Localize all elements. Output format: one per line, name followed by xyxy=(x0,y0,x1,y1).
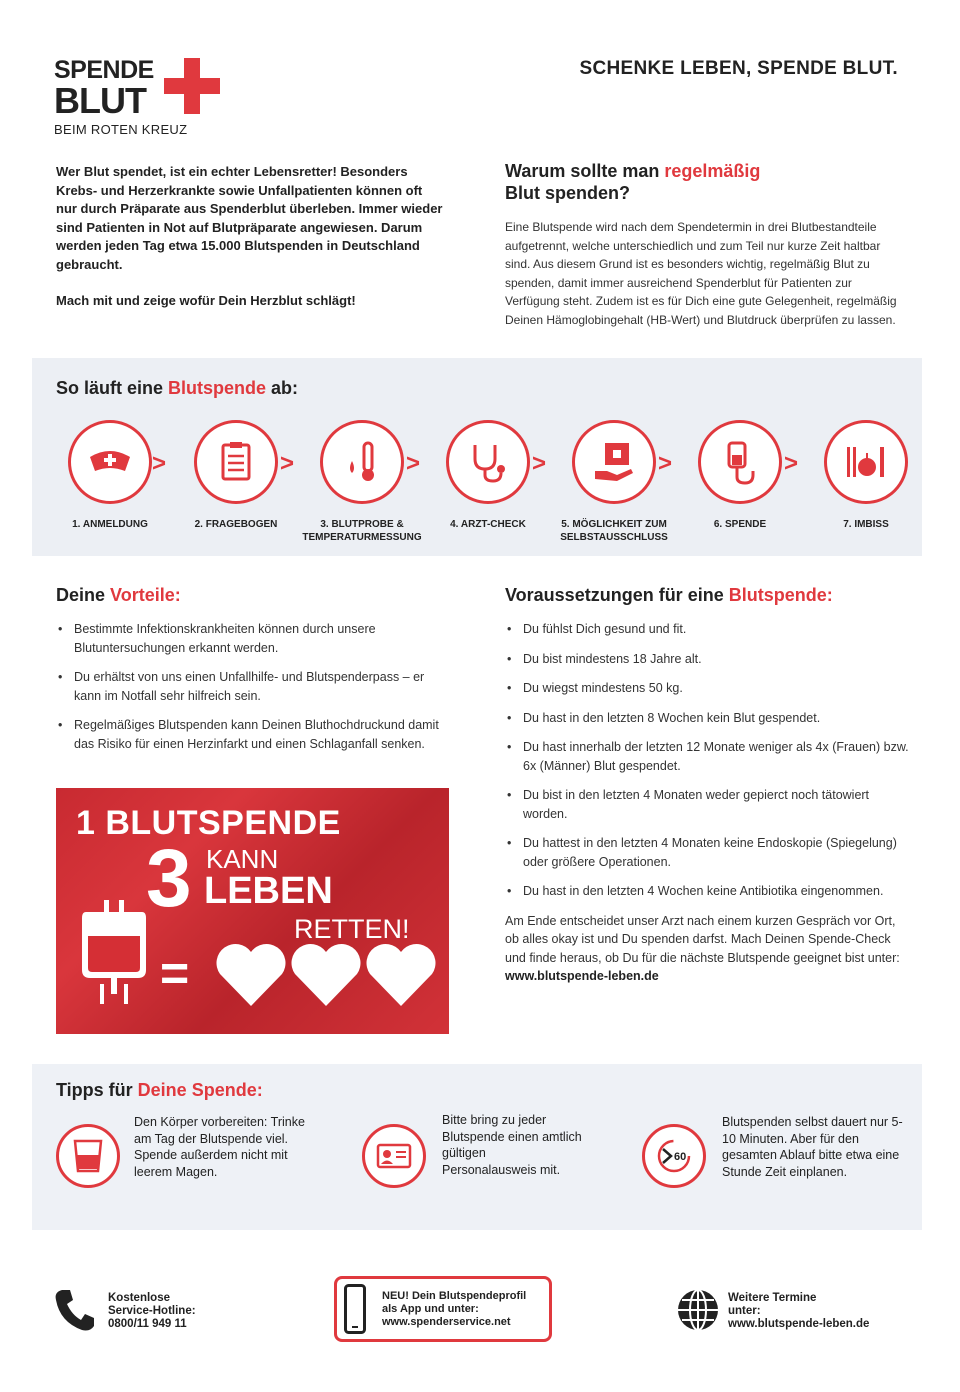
stethoscope-icon xyxy=(446,420,530,504)
water-glass-icon xyxy=(56,1124,120,1188)
spenderservice-link[interactable]: www.spenderservice.net xyxy=(382,1316,511,1328)
tipp-text: Den Körper vorbereiten: Trinke am Tag der Blutspende viel. Spende außerdem nicht mit leerem Magen. xyxy=(134,1115,305,1179)
poster-line1: 1 BLUTSPENDE xyxy=(76,804,341,842)
cutlery-apple-icon xyxy=(824,420,908,504)
termine-block xyxy=(728,1292,918,1331)
blutspende-leben-link[interactable]: www.blutspende-leben.de xyxy=(505,969,659,983)
list-item: • Du erhältst von uns einen Unfallhilfe- und Blutspenderpass – er kann im Notfall sehr hilfreich sein. xyxy=(56,668,446,705)
step-label: 1. ANMELDUNG xyxy=(72,519,148,530)
why-body: Eine Blutspende wird nach dem Spendetermin in drei Blutbestandteile aufgetrennt, welche unterschiedlich und zum Teil nur kurze Zeit haltbar sind. Aus diesem Grund ist es besonders wichtig, regelmäßig Blut zu spenden, damit immer ausreichend Spenderblut für Patienten zur Verfügung steht. Zudem ist es für Dich eine gute Gelegenheit, regelmäßig Deinen Hämoglobingehalt (HB-Wert) und Blutdruck überprüfen zu lassen. xyxy=(505,220,897,327)
chevron-right-icon: > xyxy=(280,450,295,477)
step-label: 2. FRAGEBOGEN xyxy=(194,519,278,530)
voraussetzungen-section xyxy=(505,585,910,986)
process-heading: So läuft eine Blutspende ab: xyxy=(56,378,299,398)
logo-line-spende: SPENDE xyxy=(54,56,154,84)
thermometer-icon xyxy=(320,420,404,504)
intro-call-to-action: Mach mit und zeige wofür Dein Herzblut schlägt! xyxy=(56,293,356,308)
list-item: • Du bist mindestens 18 Jahre alt. xyxy=(505,650,910,669)
blood-bag-icon xyxy=(698,420,782,504)
vorteile-list xyxy=(56,620,446,753)
step-label: 5. MÖGLICHKEIT ZUM SELBSTAUSSCHLUSS xyxy=(560,519,668,543)
chevron-right-icon: > xyxy=(152,450,167,477)
logo-line-blut: BLUT xyxy=(54,80,146,121)
app-promo-line: als App und unter: xyxy=(382,1303,479,1315)
app-promo-text xyxy=(382,1290,547,1329)
step-fragebogen xyxy=(176,420,296,531)
step-blutprobe xyxy=(302,420,422,544)
globe-icon xyxy=(676,1288,720,1332)
phone-icon xyxy=(54,1288,94,1332)
step-label: 6. SPENDE xyxy=(713,519,767,530)
intro-paragraph: Wer Blut spendet, ist ein echter Lebensretter! Besonders Krebs- und Herzerkrankte sowie Unfallpatienten können oft nur durch Präparate aus Spenderblut überleben. Immer wieder sind Patienten in Not auf Blutpräparate angewiesen. Darum werden jeden Tag etwa 15.000 Blutspenden in Deutschland gebraucht. xyxy=(56,164,443,272)
step-label: 3. BLUTPROBE & TEMPERATURMESSUNG xyxy=(302,519,422,543)
list-item: • Du hast innerhalb der letzten 12 Monate weniger als 4x (Frauen) bzw. 6x (Männer) Blut gespendet. xyxy=(505,738,910,775)
list-item: • Du hattest in den letzten 4 Monaten keine Endoskopie (Spiegelung) oder größere Operationen. xyxy=(505,834,910,871)
id-card-icon xyxy=(362,1124,426,1188)
voraussetzungen-list xyxy=(505,620,910,901)
voraussetzungen-closing: Am Ende entscheidet unser Arzt nach einem kurzen Gespräch vor Ort, ob alles okay ist und Du spenden darfst. Mach Deinen Spende-Check und finde heraus, ob Du für die nächste Blutspende geeignet bist unter: www.blutspende-leben.de xyxy=(505,913,900,983)
hotline-label: Kostenlose xyxy=(108,1292,170,1304)
poster-number: 3 xyxy=(146,833,192,924)
step-selbstausschluss xyxy=(554,420,674,544)
poster-retten: RETTEN! xyxy=(294,914,410,944)
termine-label: unter: xyxy=(728,1305,761,1317)
smartphone-icon xyxy=(344,1284,366,1334)
blood-bag-icon xyxy=(82,900,146,1010)
chevron-right-icon: > xyxy=(784,450,799,477)
tipp-text: Blutspenden selbst dauert nur 5-10 Minuten. Aber für den gesamten Ablauf bitte etwa eine Stunde Zeit einplanen. xyxy=(722,1115,903,1179)
poster-equals: = xyxy=(160,945,190,1001)
hotline-label: Service-Hotline: xyxy=(108,1305,196,1317)
chevron-right-icon: > xyxy=(658,450,673,477)
heart-icons xyxy=(216,940,436,1010)
chevron-right-icon: > xyxy=(406,450,421,477)
list-item: • Du hast in den letzten 4 Wochen keine Antibiotika eingenommen. xyxy=(505,882,910,901)
list-item: • Du hast in den letzten 8 Wochen kein Blut gespendet. xyxy=(505,709,910,728)
logo xyxy=(54,56,234,136)
process-band xyxy=(32,358,922,556)
step-arzt-check xyxy=(428,420,548,531)
list-item: • Du wiegst mindestens 50 kg. xyxy=(505,679,910,698)
poster-kann: KANN xyxy=(206,844,279,874)
hand-folder-icon xyxy=(572,420,656,504)
vorteile-section xyxy=(56,585,446,764)
clipboard-icon xyxy=(194,420,278,504)
termine-label: Weitere Termine xyxy=(728,1292,817,1304)
hotline-number[interactable]: 0800/11 949 11 xyxy=(108,1318,187,1330)
tipps-band xyxy=(32,1064,922,1230)
red-cross-icon xyxy=(164,58,220,114)
list-item: • Du bist in den letzten 4 Monaten weder gepierct noch tätowiert worden. xyxy=(505,786,910,823)
step-imbiss xyxy=(806,420,926,531)
timer-60-icon xyxy=(642,1124,706,1188)
why-heading: Warum sollte man regelmäßig Blut spenden? xyxy=(505,161,761,203)
step-label: 7. IMBISS xyxy=(843,519,889,530)
list-item: • Bestimmte Infektionskrankheiten können durch unsere Blutuntersuchungen erkannt werden. xyxy=(56,620,446,657)
step-label: 4. ARZT-CHECK xyxy=(450,519,526,530)
tipps-heading: Tipps für Deine Spende: xyxy=(56,1080,263,1100)
step-spende xyxy=(680,420,800,531)
logo-line-roten-kreuz: BEIM ROTEN KREUZ xyxy=(54,122,188,137)
vorteile-heading: Deine Vorteile: xyxy=(56,585,181,605)
list-item: • Regelmäßiges Blutspenden kann Deinen Bluthochdruckund damit das Risiko für einen Herzinfarkt und einen Schlaganfall senken. xyxy=(56,716,446,753)
chevron-right-icon: > xyxy=(532,450,547,477)
intro-text xyxy=(56,163,446,311)
nurse-cap-icon xyxy=(68,420,152,504)
why-section xyxy=(505,160,905,329)
svg-text:60: 60 xyxy=(674,1151,687,1163)
termine-link[interactable]: www.blutspende-leben.de xyxy=(728,1318,870,1330)
list-item: • Du fühlst Dich gesund und fit. xyxy=(505,620,910,639)
app-promo-line: NEU! Dein Blutspendeprofil xyxy=(382,1290,527,1302)
voraussetzungen-heading: Voraussetzungen für eine Blutspende: xyxy=(505,585,833,605)
hotline-block xyxy=(108,1292,308,1331)
poster-leben: LEBEN xyxy=(204,870,333,912)
poster-graphic xyxy=(56,788,449,1034)
tipp-text: Bitte bring zu jeder Blutspende einen amtlich gültigen Personalausweis mit. xyxy=(442,1113,582,1177)
slogan: SCHENKE LEBEN, SPENDE BLUT. xyxy=(579,58,898,79)
